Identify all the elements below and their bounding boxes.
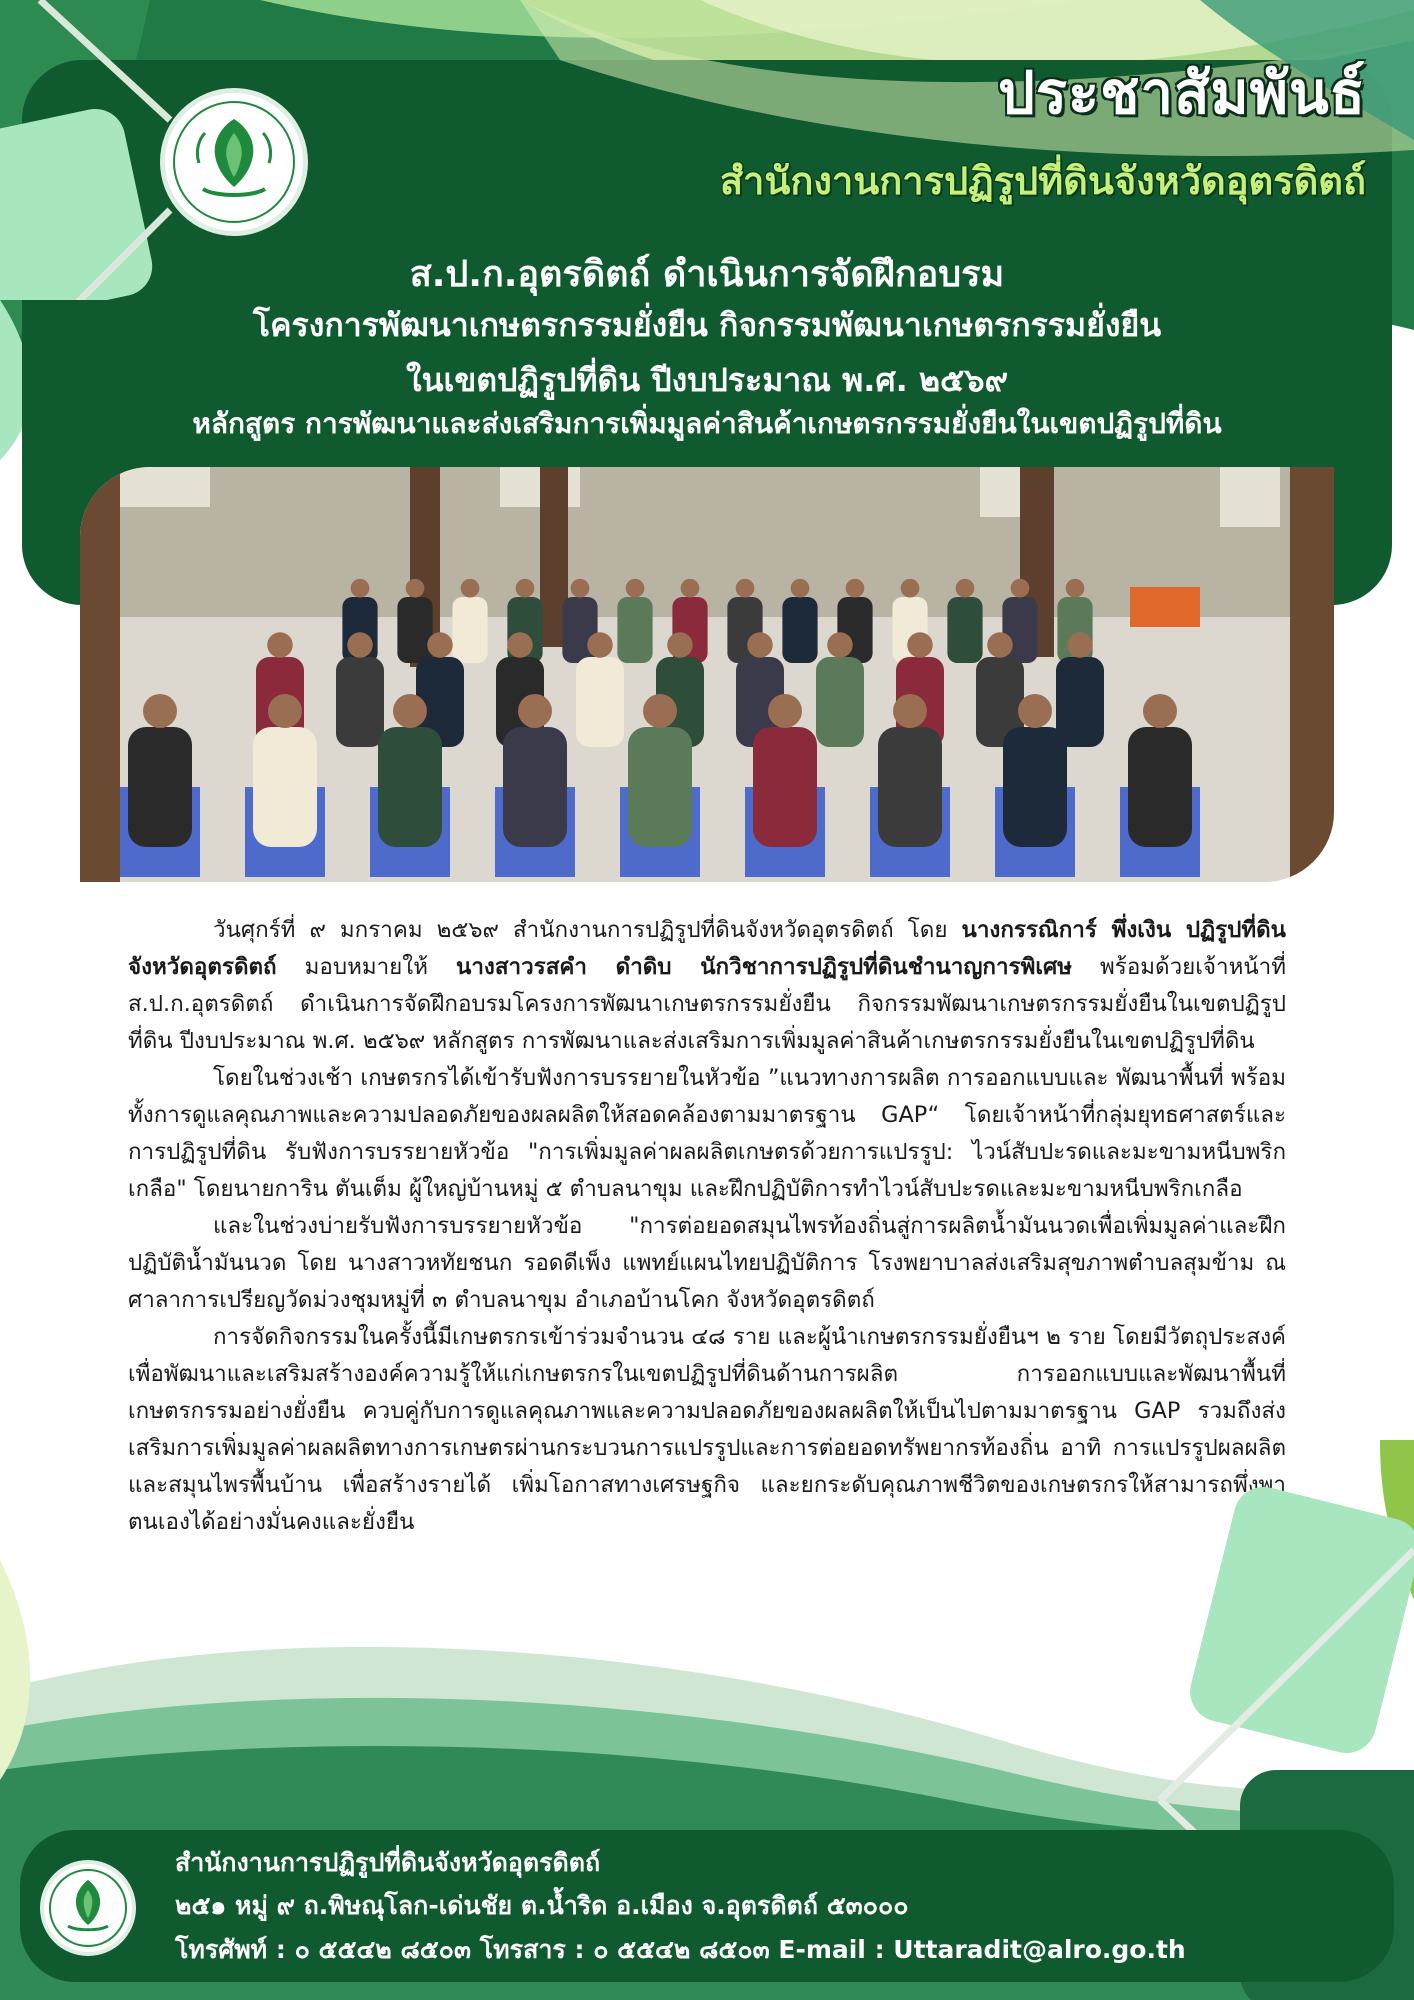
- photo-person-head: [681, 579, 700, 598]
- photo-person-body: [128, 727, 192, 847]
- p1-text-e: พร้อมด้วยเจ้าหน้าที่ ส.ป.ก.อุตรดิตถ์ ดำเนินการจัดฝึกอบรมโครงการพัฒนาเกษตรกรรมยั่งยืน กิจกรรมพัฒนาเกษตรกรรมยั่งยืนในเขตปฏิรูปที่ดิน ปีงบประมาณ พ.ศ. ๒๕๖๙ หลักสูตร การพัฒนาและส่งเสริมการเพิ่มมูลค่าสินค้าเกษตรกรรมยั่งยืนในเขตปฏิรูปที่ดิน: [128, 954, 1287, 1054]
- photo-person-body: [753, 727, 817, 847]
- photo-person-head: [846, 579, 865, 598]
- photo-person-head: [643, 694, 677, 728]
- photo-person-head: [987, 632, 1013, 658]
- photo-person-head: [461, 579, 480, 598]
- photo-person-body: [878, 727, 942, 847]
- paragraph-1: [128, 912, 1286, 1060]
- paragraph-3: และในช่วงบ่ายรับฟังการบรรยายหัวข้อ "การต่อยอดสมุนไพรท้องถิ่นสู่การผลิตน้ำมันนวดเพื่อเพิ่มมูลค่าและฝึกปฏิบัติน้ำมันนวด โดย นางสาวหทัยชนก รอดดีเพ็ง แพทย์แผนไทยปฏิบัติการ โรงพยาบาลส่งเสริมสุขภาพตำบลสุมข้าม ณ ศาลาการเปรียญวัดม่วงชุมหมู่ที่ ๓ ตำบลนาขุม อำเภอบ้านโคก จังหวัดอุตรดิตถ์: [128, 1213, 1286, 1313]
- photo-person-head: [347, 632, 373, 658]
- photo-person-head: [267, 632, 293, 658]
- p1-text-c: มอบหมายให้: [276, 954, 457, 980]
- photo-person-head: [516, 579, 535, 598]
- photo-person-head: [736, 579, 755, 598]
- footer-contact: โทรศัพท์ : ๐ ๕๕๔๒ ๘๕๐๓ โทรสาร : ๐ ๕๕๔๒ ๘๕๐๓ E-mail : Uttaradit@alro.go.th: [175, 1935, 1186, 1964]
- photo-person-head: [667, 632, 693, 658]
- p1-text-a: วันศุกร์ที่ ๙ มกราคม ๒๕๖๙ สำนักงานการปฏิรูปที่ดินจังหวัดอุตรดิตถ์ โดย: [213, 917, 962, 943]
- footer-logo: [40, 1860, 136, 1956]
- paragraph-2: โดยในช่วงเช้า เกษตรกรได้เข้ารับฟังการบรรยายในหัวข้อ ”แนวทางการผลิต การออกแบบและ พัฒนาพื้นที่ พร้อมทั้งการดูแลคุณภาพและความปลอดภัยของผลผลิตให้สอดคล้องตามมาตรฐาน GAP“ โดยเจ้าหน้าที่กลุ่มยุทธศาสตร์และการปฏิรูปที่ดิน รับฟังการบรรยายหัวข้อ "การเพิ่มมูลค่าผลผลิตเกษตรด้วยการแปรรูป: ไวน์สับปะรดและมะขามหนีบพริกเกลือ" โดยนายการิน ตันเต็ม ผู้ใหญ่บ้านหมู่ ๕ ตำบลนาขุม และฝึกปฏิบัติการทำไวน์สับปะรดและมะขามหนีบพริกเกลือ: [128, 1065, 1286, 1202]
- photo-person-head: [827, 632, 853, 658]
- photo-person-body: [503, 727, 567, 847]
- photo-person-body: [576, 657, 624, 747]
- photo-person-body: [378, 727, 442, 847]
- photo-person-head: [1067, 632, 1093, 658]
- photo-person-head: [1066, 579, 1085, 598]
- photo-person-head: [907, 632, 933, 658]
- photo-person-body: [1056, 657, 1104, 747]
- training-photo: [80, 467, 1334, 882]
- photo-person-head: [901, 579, 920, 598]
- officer-name: นางสาวรสคำ ดำดิบ นักวิชาการปฏิรูปที่ดินชำนาญการพิเศษ: [456, 954, 1072, 980]
- photo-person-body: [1128, 727, 1192, 847]
- headline-line-3: ในเขตปฏิรูปที่ดิน ปีงบประมาณ พ.ศ. ๒๕๖๙: [405, 361, 1009, 399]
- photo-person-head: [791, 579, 810, 598]
- photo-person-head: [893, 694, 927, 728]
- photo-person-body: [452, 597, 487, 663]
- photo-person-head: [626, 579, 645, 598]
- photo-person-head: [956, 579, 975, 598]
- page-title: ประชาสัมพันธ์: [998, 59, 1366, 127]
- photo-person-head: [768, 694, 802, 728]
- photo-person-head: [587, 632, 613, 658]
- footer-address: ๒๕๑ หมู่ ๙ ถ.พิษณุโลก-เด่นชัย ต.น้ำริด อ.เมือง จ.อุตรดิตถ์ ๕๓๐๐๐: [175, 1891, 909, 1920]
- photo-person-head: [143, 694, 177, 728]
- headline-line-4: หลักสูตร การพัฒนาและส่งเสริมการเพิ่มมูลค่าสินค้าเกษตรกรรมยั่งยืนในเขตปฏิรูปที่ดิน: [192, 407, 1222, 440]
- photo-person-head: [571, 579, 590, 598]
- director-name: นางกรรณิการ์ พึ่งเงิน ปฏิรูปที่ดินจังหวัดอุตรดิตถ์: [128, 917, 1286, 980]
- photo-person-head: [1011, 579, 1030, 598]
- photo-person-body: [336, 657, 384, 747]
- photo-person-head: [507, 632, 533, 658]
- photo-person-body: [253, 727, 317, 847]
- photo-person-body: [816, 657, 864, 747]
- photo-person-head: [393, 694, 427, 728]
- photo-person-body: [397, 597, 432, 663]
- alro-logo: [160, 88, 308, 236]
- photo-person-body: [782, 597, 817, 663]
- photo-person-body: [947, 597, 982, 663]
- photo-person-head: [427, 632, 453, 658]
- office-subtitle: สำนักงานการปฏิรูปที่ดินจังหวัดอุตรดิตถ์: [719, 159, 1366, 203]
- photo-person-head: [518, 694, 552, 728]
- photo-person-head: [747, 632, 773, 658]
- headline-line-2: โครงการพัฒนาเกษตรกรรมยั่งยืน กิจกรรมพัฒนาเกษตรกรรมยั่งยืน: [252, 306, 1162, 344]
- photo-person-body: [628, 727, 692, 847]
- photo-person-head: [406, 579, 425, 598]
- headline-line-1: ส.ป.ก.อุตรดิตถ์ ดำเนินการจัดฝึกอบรม: [409, 254, 1005, 295]
- footer-office: สำนักงานการปฏิรูปที่ดินจังหวัดอุตรดิตถ์: [175, 1848, 601, 1877]
- photo-person-head: [268, 694, 302, 728]
- photo-person-head: [1018, 694, 1052, 728]
- photo-person-body: [617, 597, 652, 663]
- photo-person-body: [1003, 727, 1067, 847]
- photo-person-head: [1143, 694, 1177, 728]
- photo-person-head: [351, 579, 370, 598]
- paragraph-4: การจัดกิจกรรมในครั้งนี้มีเกษตรกรเข้าร่วมจำนวน ๔๘ ราย และผู้นำเกษตรกรรมยั่งยืนฯ ๒ ราย โดยมีวัตถุประสงค์เพื่อพัฒนาและเสริมสร้างองค์ความรู้ให้แก่เกษตรกรในเขตปฏิรูปที่ดินด้านการผลิต การออกแบบและพัฒนาพื้นที่เกษตรกรรมอย่างยั่งยืน ควบคู่กับการดูแลคุณภาพและความปลอดภัยของผลผลิตให้เป็นไปตามมาตรฐาน GAP รวมถึงส่งเสริมการเพิ่มมูลค่าผลผลิตทางการเกษตรผ่านกระบวนการแปรรูปและการต่อยอดทรัพยากรท้องถิ่น อาทิ การแปรรูปผลผลิตและสมุนไพรพื้นบ้าน เพื่อสร้างรายได้ เพิ่มโอกาสทางเศรษฐกิจ และยกระดับคุณภาพชีวิตของเกษตรกรให้สามารถพึ่งพาตนเองได้อย่างมั่นคงและยั่งยืน: [128, 1324, 1286, 1535]
